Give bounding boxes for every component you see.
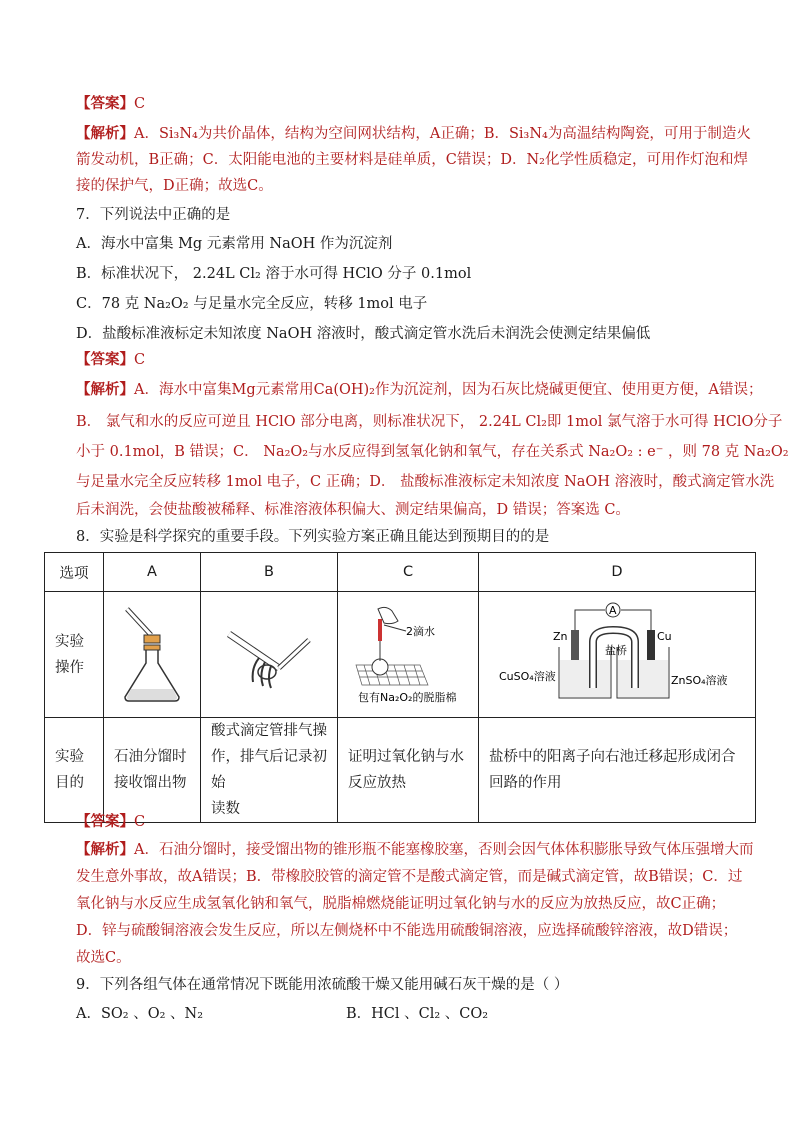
q9-option-b: B．HCl 、Cl₂ 、CO₂	[346, 1006, 489, 1022]
q6-analysis-line-1	[76, 124, 754, 144]
distillate-liquid	[127, 689, 177, 700]
answer-value: C	[134, 814, 146, 830]
fig-d-label-bridge: 盐桥	[605, 644, 627, 657]
answer-tag: 【答案】	[76, 813, 134, 830]
table-row-goal	[45, 718, 756, 823]
fig-c-label-water: 2滴水	[406, 624, 435, 638]
answer-tag: 【答案】	[76, 351, 134, 368]
q7-analysis-line-5: 后未润洗，会使盐酸被稀释、标准溶液体积偏大、测定结果偏高，D 错误；答案选 C。	[76, 502, 630, 518]
fig-d-label-zn: Zn	[553, 630, 568, 643]
q7-analysis-line-2: B． 氯气和水的反应可逆且 HClO 部分电离，则标准状况下， 2.24L Cl₂即 1mol 氯气溶于水可得 HClO分子	[76, 414, 783, 430]
q8-answer-line	[76, 812, 754, 832]
analysis-text: A．石油分馏时，接受馏出物的锥形瓶不能塞橡胶塞，否则会因气体体积膨胀导致气体压强增大而	[134, 842, 754, 858]
goal-cell-b: 酸式滴定管排气操 作，排气后记录初始 读数	[201, 718, 338, 823]
analysis-tag: 【解析】	[76, 841, 134, 858]
q7-analysis-line-1	[76, 380, 763, 400]
cell-figure	[497, 602, 737, 707]
q6-analysis-line-2: 箭发动机，B正确；C．太阳能电池的主要材料是硅单质，C错误；D．N₂化学性质稳定，可用作灯泡和焊	[76, 152, 748, 168]
q9-option-a: A．SO₂ 、O₂ 、N₂	[76, 1006, 204, 1022]
fig-c-label-cotton: 包有Na₂O₂的脱脂棉	[358, 690, 457, 704]
fig-d-label-left-solution: CuSO₄溶液	[499, 670, 556, 683]
goal-cell-c: 证明过氧化钠与水 反应放热	[338, 718, 479, 823]
answer-tag: 【答案】	[76, 95, 134, 112]
q8-stem: 8．实验是科学探究的重要手段。下列实验方案正确且能达到预期目的的是	[76, 529, 550, 545]
header-cell: D	[479, 553, 756, 592]
header-cell: A	[104, 553, 201, 592]
q8-analysis-line-4: D．锌与硫酸铜溶液会发生反应，所以左侧烧杯中不能选用硫酸铜溶液，应选择硫酸锌溶液，故D错误；	[76, 923, 738, 939]
q7-analysis-line-4: 与足量水完全反应转移 1mol 电子，C 正确；D． 盐酸标准液标定未知浓度 NaOH 溶液时，酸式滴定管水洗	[76, 474, 775, 490]
answer-value: C	[134, 96, 146, 112]
answer-value: C	[134, 352, 146, 368]
analysis-text: A．Si₃N₄为共价晶体，结构为空间网状结构，A正确；B．Si₃N₄为高温结构陶瓷，可用于制造火	[134, 126, 751, 142]
goal-cell-a: 石油分馏时 接收馏出物	[104, 718, 201, 823]
cotton-figure	[348, 605, 468, 705]
dropper	[378, 619, 382, 641]
q7-option-b: B．标准状况下， 2.24L Cl₂ 溶于水可得 HClO 分子 0.1mol	[76, 266, 472, 282]
goal-cell-d: 盐桥中的阳离子向右池迁移起形成闭合 回路的作用	[479, 718, 756, 823]
q9-stem: 9．下列各组气体在通常情况下既能用浓硫酸干燥又能用碱石灰干燥的是（ ）	[76, 977, 569, 993]
q7-answer-line	[76, 350, 754, 370]
row-label: 实验 操作	[45, 592, 104, 718]
header-cell: B	[201, 553, 338, 592]
q6-analysis-line-3: 接的保护气，D正确；故选C。	[76, 178, 273, 194]
q7-option-d: D．盐酸标准液标定未知浓度 NaOH 溶液时，酸式滴定管水洗后未润洗会使测定结果偏低	[76, 326, 651, 342]
q7-stem: 7．下列说法中正确的是	[76, 207, 231, 223]
q8-analysis-line-3: 氧化钠与水反应生成氢氧化钠和氧气，脱脂棉燃烧能证明过氧化钠与水的反应为放热反应，故C正确；	[76, 896, 726, 912]
q7-option-c: C．78 克 Na₂O₂ 与足量水完全反应，转移 1mol 电子	[76, 296, 428, 312]
analysis-tag: 【解析】	[76, 381, 134, 398]
q7-analysis-line-3: 小于 0.1mol，B 错误；C． Na₂O₂与水反应得到氢氧化钠和氧气，存在关系式 Na₂O₂ : e⁻ ，则 78 克 Na₂O₂	[76, 444, 789, 460]
fig-d-cell	[479, 592, 756, 718]
flask-figure	[117, 605, 187, 705]
header-cell: C	[338, 553, 479, 592]
table-header-row	[45, 553, 756, 592]
wire-gauze	[356, 665, 428, 685]
fig-a-cell	[104, 592, 201, 718]
rubber-stopper	[144, 635, 160, 643]
fig-c-cell	[338, 592, 479, 718]
header-cell: 选项	[45, 553, 104, 592]
row-label: 实验 目的	[45, 718, 104, 823]
cotton-ball	[372, 659, 388, 675]
analysis-tag: 【解析】	[76, 125, 134, 142]
q8-analysis-line-1	[76, 840, 754, 860]
q7-option-a: A．海水中富集 Mg 元素常用 NaOH 作为沉淀剂	[76, 236, 393, 252]
analysis-text: A．海水中富集Mg元素常用Ca(OH)₂作为沉淀剂，因为石灰比烧碱更便宜、使用更方便，A错误；	[134, 382, 763, 398]
burette-figure	[219, 610, 319, 700]
q6-answer-line	[76, 94, 754, 114]
fig-d-label-cu: Cu	[657, 630, 672, 643]
fig-d-label-right-solution: ZnSO₄溶液	[671, 674, 728, 687]
fig-b-cell	[201, 592, 338, 718]
fig-d-label-ammeter: A	[609, 604, 617, 617]
experiment-table	[44, 552, 756, 823]
q8-analysis-line-2: 发生意外事故，故A错误；B．带橡胶胶管的滴定管不是酸式滴定管，而是碱式滴定管，故B错误；C．过	[76, 869, 743, 885]
q8-analysis-line-5: 故选C。	[76, 950, 131, 966]
table-row-operation	[45, 592, 756, 718]
